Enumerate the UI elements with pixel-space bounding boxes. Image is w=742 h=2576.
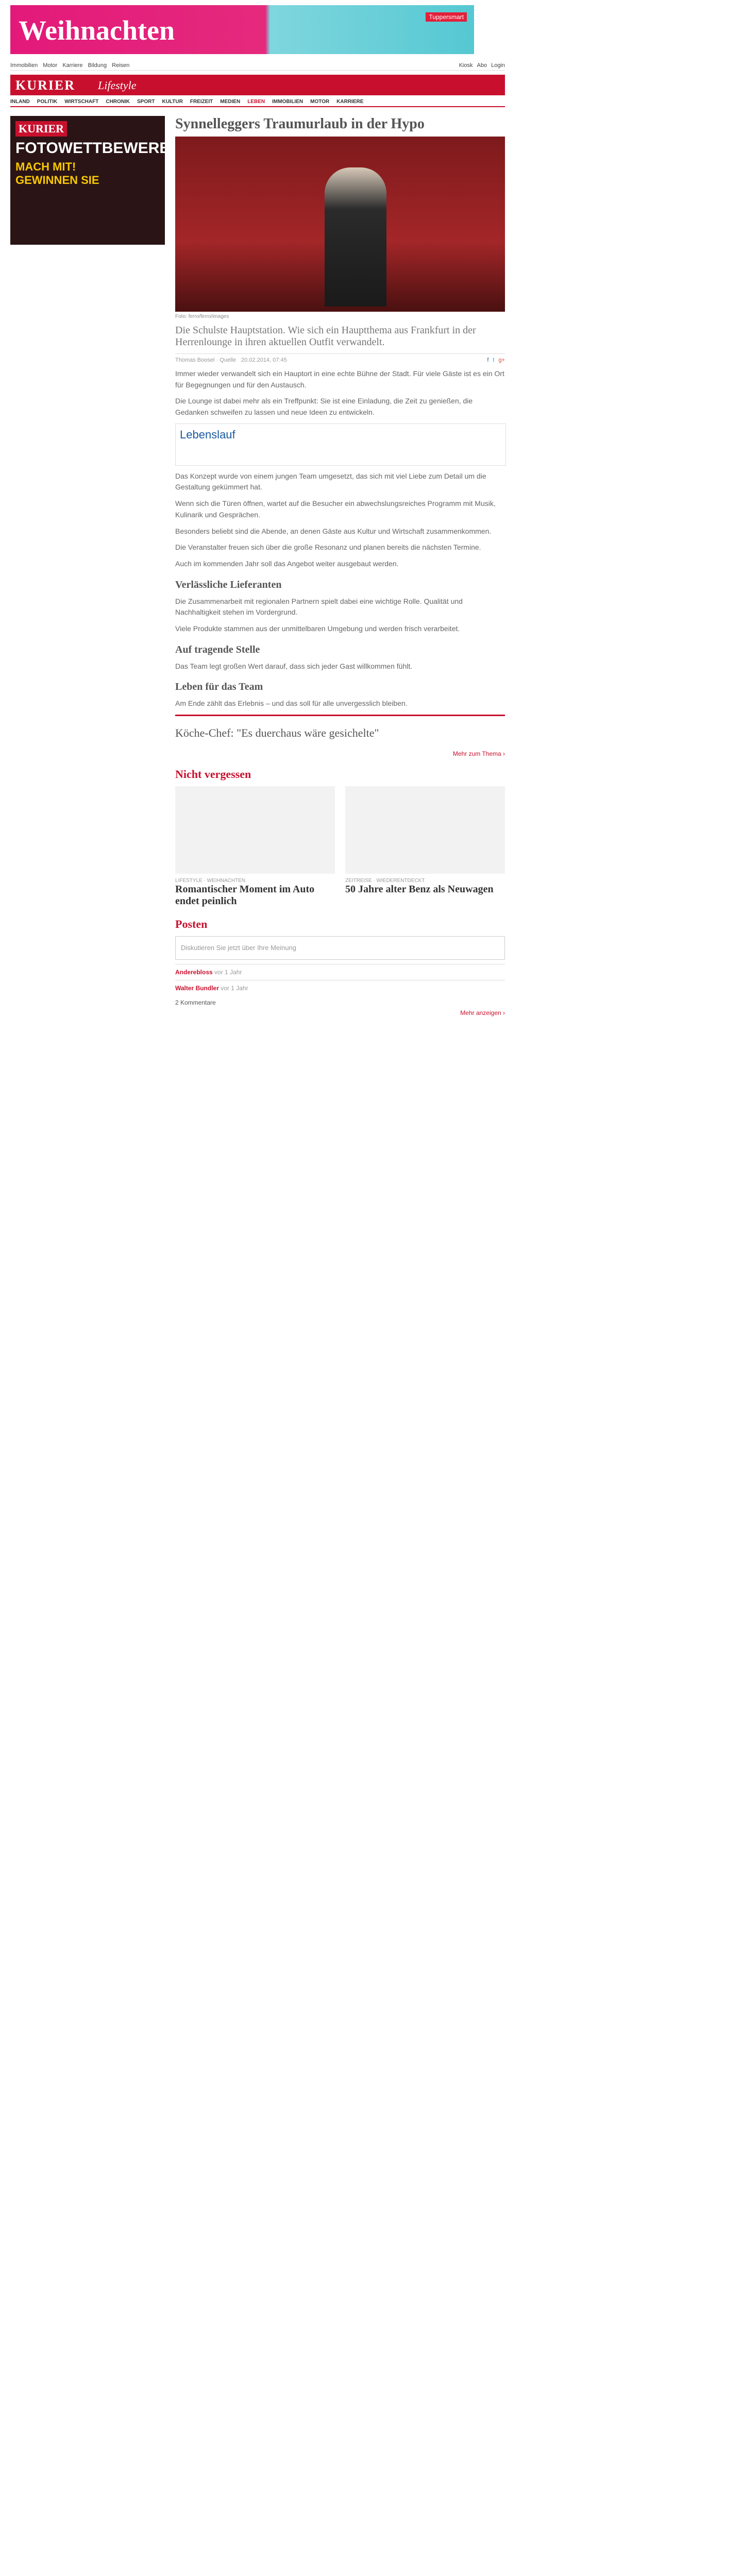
hero-image <box>175 137 505 312</box>
top-ad[interactable] <box>0 0 742 62</box>
teaser-title[interactable]: 50 Jahre alter Benz als Neuwagen <box>345 884 494 895</box>
left-ad-prize: GEWINNEN SIE <box>15 174 99 187</box>
more-comments-link[interactable]: Mehr anzeigen › <box>460 1009 505 1016</box>
nav-item[interactable]: SPORT <box>137 98 155 105</box>
service-right-link[interactable]: Kiosk <box>459 62 473 69</box>
article <box>175 116 505 1016</box>
left-ad-sub: MACH MIT! <box>15 160 76 173</box>
nav-item[interactable]: MOTOR <box>310 98 330 105</box>
paragraph: Viele Produkte stammen aus der unmittelbaren Umgebung und werden frisch verarbeitet. <box>175 624 460 633</box>
inline-ad[interactable] <box>175 423 506 466</box>
paragraph: Die Veranstalter freuen sich über die große Resonanz und planen bereits die nächsten Termine. <box>175 543 481 552</box>
service-right-link[interactable]: Login <box>491 62 505 69</box>
top-ad-title: Weihnachten <box>19 15 175 46</box>
teaser-kicker: ZEITREISE · WIEDERENTDECKT <box>345 878 425 884</box>
service-link[interactable]: Motor <box>43 62 58 69</box>
subhead: Auf tragende Stelle <box>175 643 260 655</box>
comment-user[interactable]: Anderebloss <box>175 969 213 976</box>
posting-title: Posten <box>175 918 208 930</box>
article-meta <box>175 353 505 363</box>
nav-item[interactable]: IMMOBILIEN <box>272 98 303 105</box>
article-lead: Die Schulste Hauptstation. Wie sich ein Hauptthema aus Frankfurt in der Herrenlounge in ihren aktuellen Outfit verwandelt. <box>175 325 476 348</box>
article-date: 20.02.2014, 07:45 <box>241 357 287 363</box>
nav-item[interactable]: MEDIEN <box>220 98 241 105</box>
paragraph: Besonders beliebt sind die Abende, an denen Gäste aus Kultur und Wirtschaft zusammenkommen. <box>175 527 492 535</box>
top-ad-brand: Tuppersmart <box>426 12 467 22</box>
service-link[interactable]: Karriere <box>62 62 83 69</box>
nav-item-active[interactable]: LEBEN <box>247 98 265 105</box>
kurier-logo[interactable]: KURIER <box>15 78 76 93</box>
nav-item[interactable]: CHRONIK <box>106 98 130 105</box>
service-right-link[interactable]: Abo <box>477 62 487 69</box>
teaser-cards <box>175 786 505 907</box>
teaser-card[interactable] <box>345 786 505 907</box>
inline-ad-title: Lebenslauf <box>180 428 235 441</box>
facebook-icon[interactable]: f <box>487 357 489 363</box>
paragraph: Die Lounge ist dabei mehr als ein Treffpunkt: Sie ist eine Einladung, die Zeit zu genießen, die Gedanken schweifen zu lassen und neue Ideen zu entwickeln. <box>175 397 473 417</box>
nav-item[interactable]: KULTUR <box>162 98 183 105</box>
teaser-kicker: LIFESTYLE · WEIHNACHTEN <box>175 878 246 884</box>
main-nav <box>10 97 505 107</box>
service-link[interactable]: Immobilien <box>10 62 38 69</box>
comment <box>175 980 505 996</box>
teaser-image <box>345 786 505 874</box>
twitter-icon[interactable]: t <box>493 357 495 363</box>
comment-user[interactable]: Walter Bundler <box>175 985 219 992</box>
teaser-image <box>175 786 335 874</box>
teaser-card[interactable] <box>175 786 335 907</box>
top-ad-banner[interactable] <box>10 5 474 54</box>
nav-item[interactable]: POLITIK <box>37 98 58 105</box>
nav-item[interactable]: FREIZEIT <box>190 98 213 105</box>
section-dont-miss: Nicht vergessen <box>175 768 251 781</box>
service-link[interactable]: Bildung <box>88 62 107 69</box>
article-author[interactable]: Thomas Boosel · Quelle <box>175 357 236 363</box>
portrait-figure <box>325 167 386 307</box>
related-article[interactable]: Köche-Chef: "Es duerchaus wäre gesichelte" <box>175 726 379 739</box>
paragraph: Das Team legt großen Wert darauf, dass sich jeder Gast willkommen fühlt. <box>175 662 413 670</box>
comment-time: vor 1 Jahr <box>221 985 248 992</box>
share-buttons <box>487 357 505 363</box>
paragraph: Am Ende zählt das Erlebnis – und das soll für alle unvergesslich bleiben. <box>175 699 408 708</box>
article-headline: Synnelleggers Traumurlaub in der Hypo <box>175 116 425 132</box>
paragraph: Das Konzept wurde von einem jungen Team umgesetzt, das sich mit viel Liebe zum Detail um die Gestaltung gekümmert hat. <box>175 471 486 492</box>
comment <box>175 964 505 980</box>
nav-item[interactable]: WIRTSCHAFT <box>64 98 99 105</box>
masthead <box>10 75 505 95</box>
googleplus-icon[interactable]: g+ <box>498 357 505 363</box>
left-ad-brand: KURIER <box>15 121 67 137</box>
nav-item[interactable]: INLAND <box>10 98 30 105</box>
comment-count: 2 Kommentare <box>175 999 216 1006</box>
service-bar <box>10 61 505 71</box>
subhead: Verlässliche Lieferanten <box>175 579 282 590</box>
paragraph: Die Zusammenarbeit mit regionalen Partnern spielt dabei eine wichtige Rolle. Qualität und Nachhaltigkeit stehen im Vordergrund. <box>175 597 463 617</box>
paragraph: Wenn sich die Türen öffnen, wartet auf die Besucher ein abwechslungsreiches Programm mit Musik, Kulinarik und Gesprächen. <box>175 499 496 519</box>
section-title[interactable]: Lifestyle <box>98 79 137 92</box>
subhead: Leben für das Team <box>175 681 263 693</box>
comment-time: vor 1 Jahr <box>214 969 242 976</box>
divider <box>175 715 505 716</box>
nav-item[interactable]: KARRIERE <box>336 98 364 105</box>
service-link[interactable]: Reisen <box>112 62 130 69</box>
paragraph: Auch im kommenden Jahr soll das Angebot weiter ausgebaut werden. <box>175 559 399 568</box>
posting-input[interactable]: Diskutieren Sie jetzt über Ihre Meinung <box>175 936 505 960</box>
left-ad-title: FOTOWETTBEWERB <box>15 140 171 157</box>
left-ad[interactable] <box>10 116 171 245</box>
article-body <box>175 368 505 709</box>
paragraph: Immer wieder verwandelt sich ein Hauptort in eine echte Bühne der Stadt. Für viele Gäste ist es ein Ort für Begegnungen und für den Austausch. <box>175 369 504 389</box>
hero-caption: Foto: ferro/ferro/images <box>175 314 229 319</box>
related-more-link[interactable]: Mehr zum Thema › <box>452 750 505 757</box>
teaser-title[interactable]: Romantischer Moment im Auto endet peinlich <box>175 884 315 907</box>
posting-section <box>175 918 505 1016</box>
